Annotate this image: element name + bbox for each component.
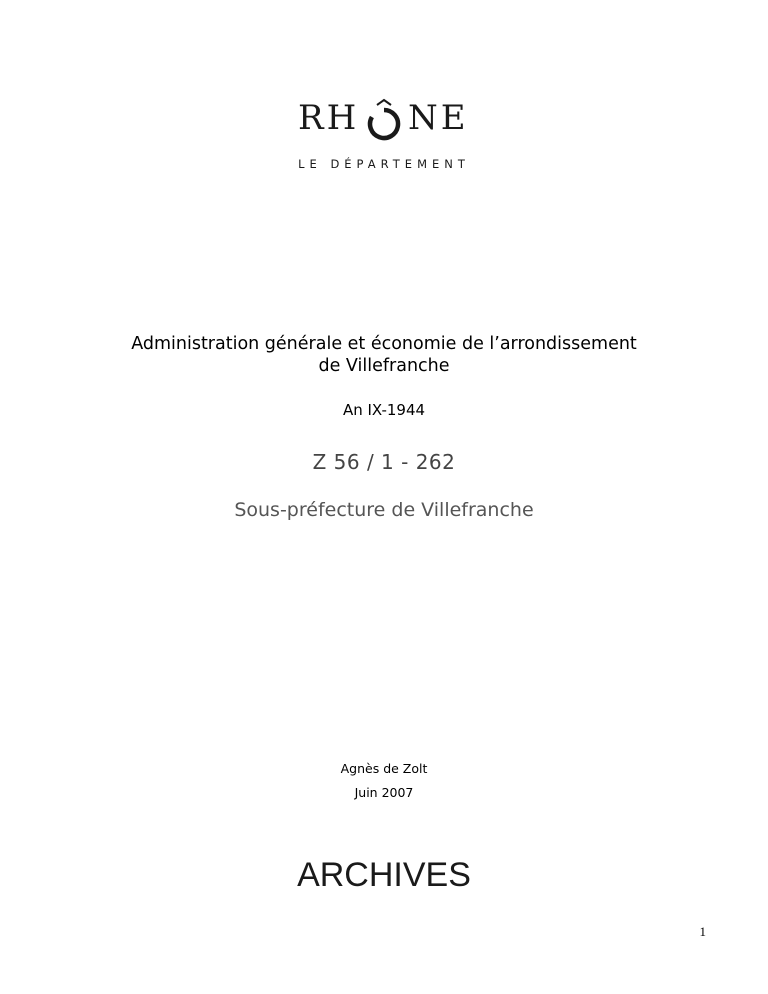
logo-circle-icon: [362, 98, 406, 144]
title-line-1: Administration générale et économie de l’arrondissement: [131, 334, 637, 354]
title-line-2: de Villefranche: [318, 356, 450, 376]
archives-logo-text: ARCHIVES: [297, 856, 471, 894]
logo-letters-left: RH: [298, 98, 360, 138]
logo-wordmark: [298, 98, 468, 148]
document-title: [60, 333, 708, 377]
logo-subtitle: LE DÉPARTEMENT: [298, 157, 470, 171]
fonds-name: Sous-préfecture de Villefranche: [234, 499, 534, 521]
publication-date: Juin 2007: [354, 785, 414, 800]
logo-letters-right: NE: [408, 98, 469, 138]
author-name: Agnès de Zolt: [340, 761, 428, 776]
period-text: An IX-1944: [342, 401, 426, 419]
archive-reference: Z 56 / 1 - 262: [312, 450, 456, 474]
page-number: 1: [699, 924, 706, 939]
